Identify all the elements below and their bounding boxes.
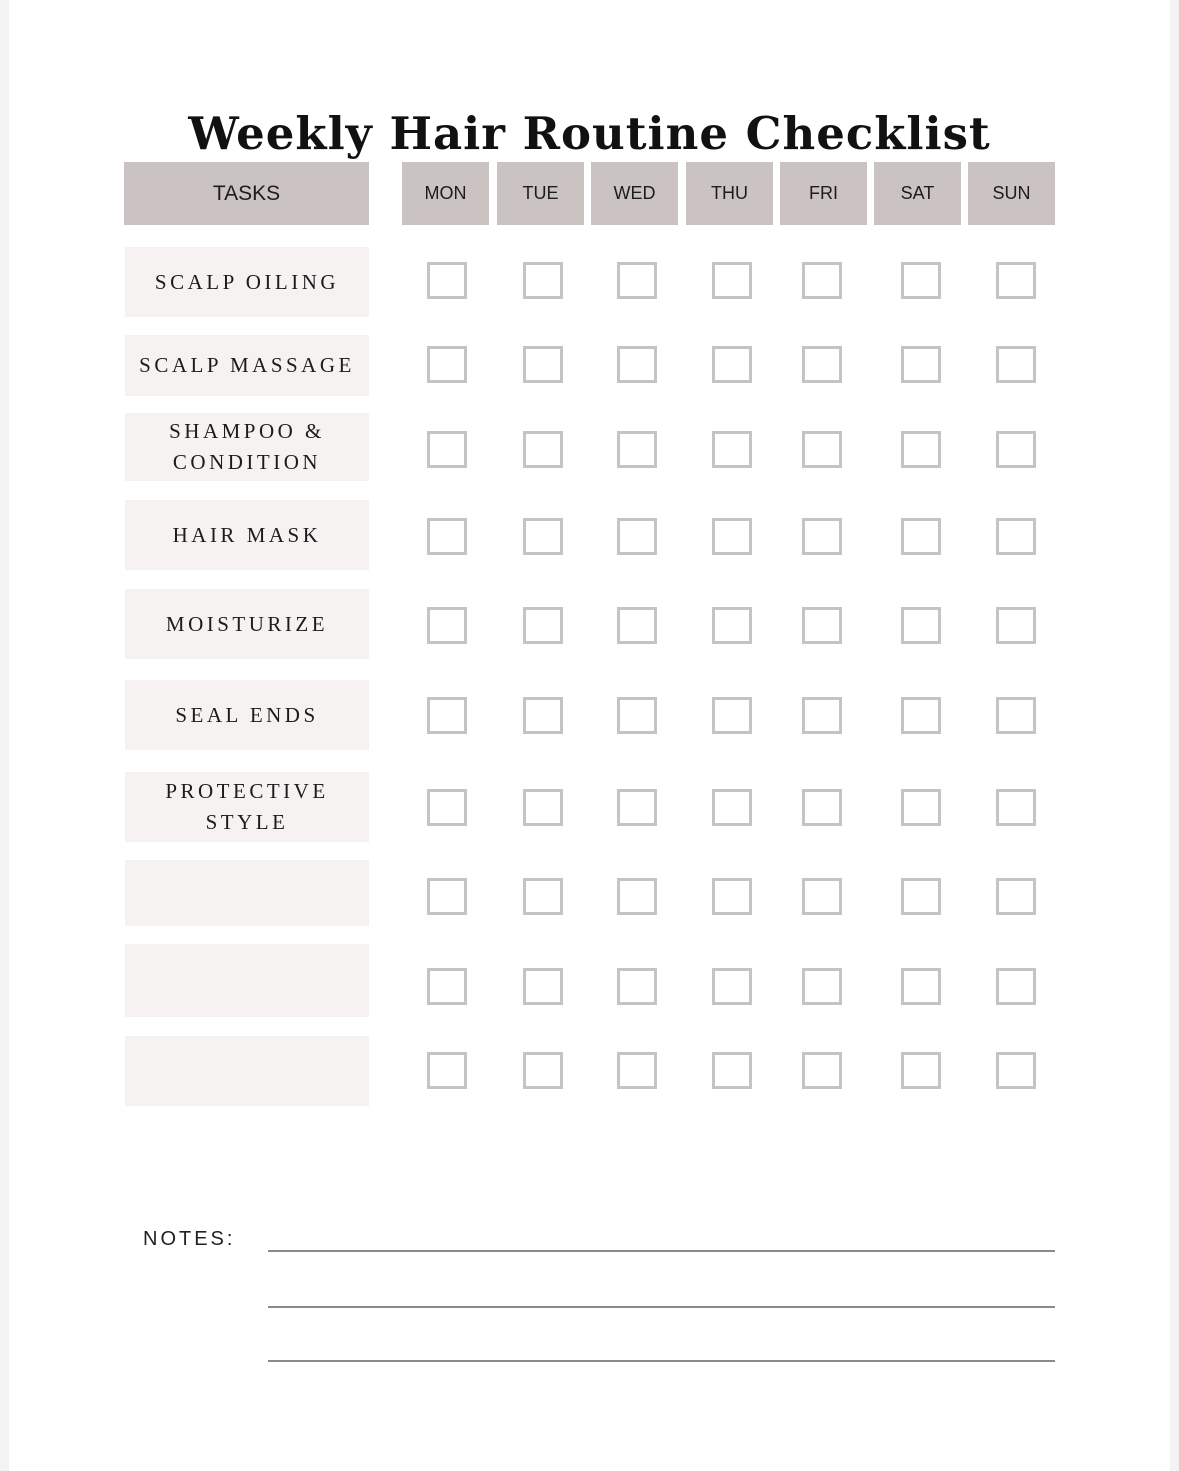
checkbox-row5-tue[interactable]	[523, 607, 563, 644]
checkbox-row9-fri[interactable]	[802, 968, 842, 1005]
checkbox-row6-mon[interactable]	[427, 697, 467, 734]
checkbox-row2-sat[interactable]	[901, 346, 941, 383]
checkbox-row1-wed[interactable]	[617, 262, 657, 299]
checkbox-row4-mon[interactable]	[427, 518, 467, 555]
checkbox-row9-wed[interactable]	[617, 968, 657, 1005]
checkbox-row1-sun[interactable]	[996, 262, 1036, 299]
checkbox-row4-thu[interactable]	[712, 518, 752, 555]
checkbox-row2-fri[interactable]	[802, 346, 842, 383]
checkbox-row2-thu[interactable]	[712, 346, 752, 383]
checkbox-row8-wed[interactable]	[617, 878, 657, 915]
checkbox-row3-sun[interactable]	[996, 431, 1036, 468]
checkbox-row3-mon[interactable]	[427, 431, 467, 468]
task-label-shampoo-condition: SHAMPOO & CONDITION	[125, 413, 369, 481]
checkbox-row3-tue[interactable]	[523, 431, 563, 468]
checkbox-row2-sun[interactable]	[996, 346, 1036, 383]
task-label-scalp-oiling: SCALP OILING	[125, 247, 369, 317]
checkbox-row6-wed[interactable]	[617, 697, 657, 734]
checkbox-row1-mon[interactable]	[427, 262, 467, 299]
task-label-blank-2[interactable]	[125, 944, 369, 1017]
notes-line-1[interactable]	[268, 1250, 1055, 1252]
page-title: Weekly Hair Routine Checklist	[188, 107, 991, 160]
day-header-thu: THU	[686, 162, 773, 225]
checkbox-row4-wed[interactable]	[617, 518, 657, 555]
notes-label: NOTES:	[143, 1228, 236, 1250]
checkbox-row4-tue[interactable]	[523, 518, 563, 555]
checkbox-row10-thu[interactable]	[712, 1052, 752, 1089]
checkbox-row5-mon[interactable]	[427, 607, 467, 644]
checkbox-row1-fri[interactable]	[802, 262, 842, 299]
task-label-moisturize: MOISTURIZE	[125, 589, 369, 659]
day-header-sun: SUN	[968, 162, 1055, 225]
checkbox-row1-thu[interactable]	[712, 262, 752, 299]
checkbox-row8-tue[interactable]	[523, 878, 563, 915]
checkbox-row3-sat[interactable]	[901, 431, 941, 468]
checkbox-row9-tue[interactable]	[523, 968, 563, 1005]
day-header-tue: TUE	[497, 162, 584, 225]
checkbox-row5-fri[interactable]	[802, 607, 842, 644]
checkbox-row4-sun[interactable]	[996, 518, 1036, 555]
checkbox-row3-fri[interactable]	[802, 431, 842, 468]
checkbox-row10-sun[interactable]	[996, 1052, 1036, 1089]
checkbox-row6-tue[interactable]	[523, 697, 563, 734]
checkbox-row5-sun[interactable]	[996, 607, 1036, 644]
checkbox-row2-tue[interactable]	[523, 346, 563, 383]
checkbox-row7-fri[interactable]	[802, 789, 842, 826]
checkbox-row1-sat[interactable]	[901, 262, 941, 299]
checkbox-row6-thu[interactable]	[712, 697, 752, 734]
checkbox-row10-tue[interactable]	[523, 1052, 563, 1089]
checkbox-row5-wed[interactable]	[617, 607, 657, 644]
checkbox-row2-mon[interactable]	[427, 346, 467, 383]
checkbox-row9-thu[interactable]	[712, 968, 752, 1005]
checkbox-row7-sat[interactable]	[901, 789, 941, 826]
day-header-wed: WED	[591, 162, 678, 225]
checkbox-row5-sat[interactable]	[901, 607, 941, 644]
checkbox-row9-mon[interactable]	[427, 968, 467, 1005]
checkbox-row7-mon[interactable]	[427, 789, 467, 826]
task-label-blank-3[interactable]	[125, 1036, 369, 1106]
day-header-sat: SAT	[874, 162, 961, 225]
checkbox-row4-sat[interactable]	[901, 518, 941, 555]
checkbox-row7-tue[interactable]	[523, 789, 563, 826]
task-label-protective-style: PROTECTIVE STYLE	[125, 772, 369, 842]
task-label-hair-mask: HAIR MASK	[125, 500, 369, 570]
checkbox-row3-wed[interactable]	[617, 431, 657, 468]
tasks-column-header: TASKS	[124, 162, 369, 225]
checkbox-row6-sun[interactable]	[996, 697, 1036, 734]
checkbox-row8-fri[interactable]	[802, 878, 842, 915]
task-label-scalp-massage: SCALP MASSAGE	[125, 335, 369, 396]
checkbox-row5-thu[interactable]	[712, 607, 752, 644]
checkbox-row7-wed[interactable]	[617, 789, 657, 826]
day-header-mon: MON	[402, 162, 489, 225]
checkbox-row7-sun[interactable]	[996, 789, 1036, 826]
task-label-seal-ends: SEAL ENDS	[125, 680, 369, 750]
checkbox-row8-sat[interactable]	[901, 878, 941, 915]
checkbox-row9-sat[interactable]	[901, 968, 941, 1005]
checkbox-row7-thu[interactable]	[712, 789, 752, 826]
notes-line-3[interactable]	[268, 1360, 1055, 1362]
checkbox-row10-mon[interactable]	[427, 1052, 467, 1089]
checkbox-row2-wed[interactable]	[617, 346, 657, 383]
checkbox-row6-fri[interactable]	[802, 697, 842, 734]
checkbox-row8-thu[interactable]	[712, 878, 752, 915]
checkbox-row10-wed[interactable]	[617, 1052, 657, 1089]
checkbox-row9-sun[interactable]	[996, 968, 1036, 1005]
checkbox-row1-tue[interactable]	[523, 262, 563, 299]
checkbox-row8-mon[interactable]	[427, 878, 467, 915]
day-header-fri: FRI	[780, 162, 867, 225]
checkbox-row3-thu[interactable]	[712, 431, 752, 468]
checkbox-row10-fri[interactable]	[802, 1052, 842, 1089]
checkbox-row8-sun[interactable]	[996, 878, 1036, 915]
checkbox-row6-sat[interactable]	[901, 697, 941, 734]
checkbox-row10-sat[interactable]	[901, 1052, 941, 1089]
checkbox-row4-fri[interactable]	[802, 518, 842, 555]
task-label-blank-1[interactable]	[125, 860, 369, 926]
notes-line-2[interactable]	[268, 1306, 1055, 1308]
